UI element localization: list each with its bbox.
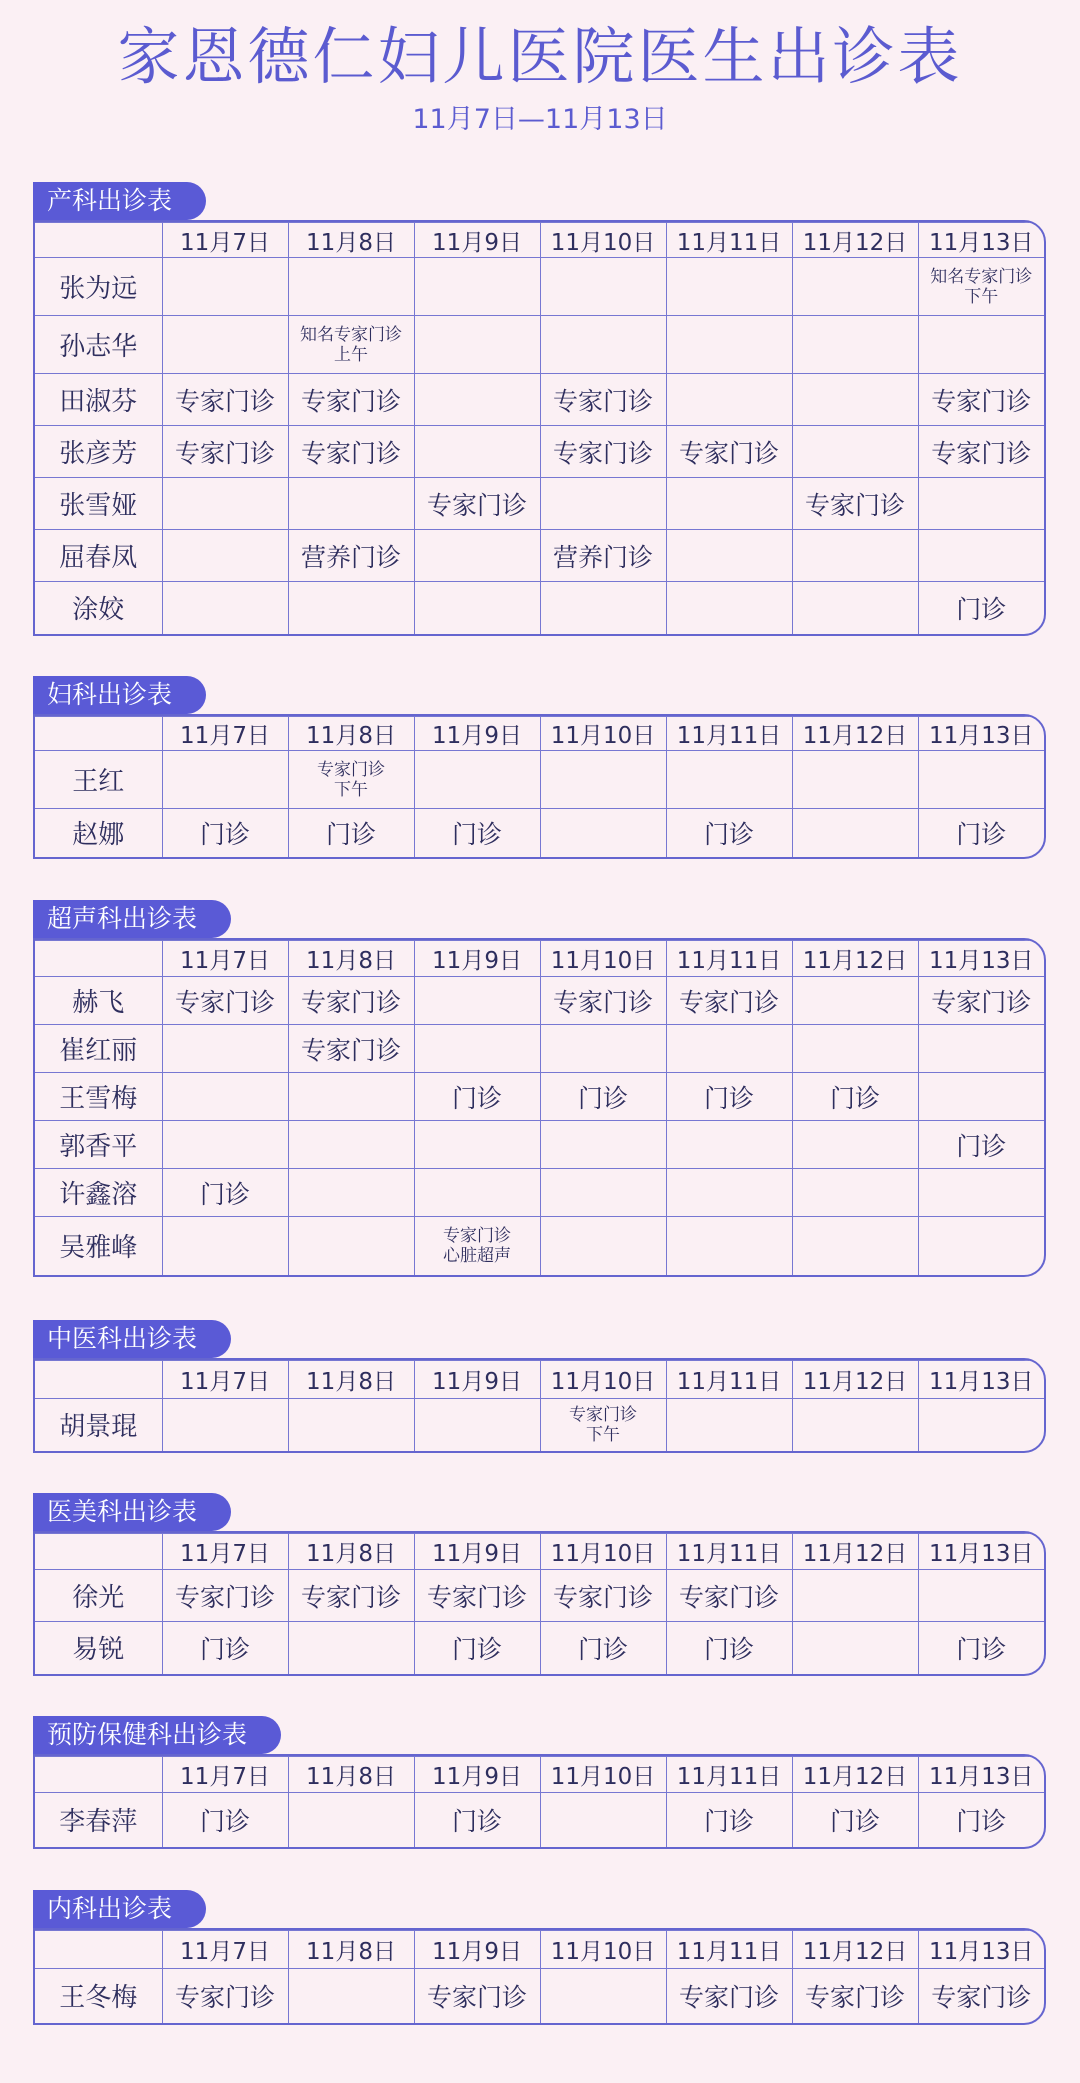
schedule-cell: 专家门诊 bbox=[918, 977, 1044, 1025]
date-header: 11月11日 bbox=[666, 1757, 792, 1793]
schedule-cell: 专家门诊 bbox=[918, 1969, 1044, 2023]
schedule-cell bbox=[288, 1969, 414, 2023]
table-header-row bbox=[35, 223, 1044, 258]
date-header: 11月13日 bbox=[918, 1361, 1044, 1399]
schedule-cell: 门诊 bbox=[666, 1073, 792, 1121]
schedule-cell bbox=[792, 1570, 918, 1622]
date-header: 11月11日 bbox=[666, 1931, 792, 1969]
schedule-cell bbox=[414, 426, 540, 478]
schedule-cell bbox=[162, 1073, 288, 1121]
doctor-name: 王雪梅 bbox=[35, 1073, 162, 1121]
schedule-cell: 专家门诊 下午 bbox=[288, 751, 414, 809]
date-header: 11月7日 bbox=[162, 1931, 288, 1969]
doctor-name: 徐光 bbox=[35, 1570, 162, 1622]
doctor-name: 李春萍 bbox=[35, 1793, 162, 1847]
date-header: 11月10日 bbox=[540, 1361, 666, 1399]
schedule-cell bbox=[792, 1121, 918, 1169]
schedule-cell: 专家门诊 bbox=[666, 1570, 792, 1622]
schedule-cell bbox=[792, 809, 918, 857]
date-header: 11月7日 bbox=[162, 1534, 288, 1570]
schedule-cell: 专家门诊 bbox=[288, 374, 414, 426]
date-header: 11月10日 bbox=[540, 941, 666, 977]
schedule-cell bbox=[666, 1217, 792, 1275]
schedule-cell bbox=[918, 478, 1044, 530]
date-header: 11月7日 bbox=[162, 1757, 288, 1793]
schedule-cell: 专家门诊 bbox=[414, 1969, 540, 2023]
header-corner bbox=[35, 1757, 162, 1793]
date-header: 11月8日 bbox=[288, 1361, 414, 1399]
date-header: 11月8日 bbox=[288, 941, 414, 977]
schedule-cell bbox=[792, 977, 918, 1025]
schedule-cell: 门诊 bbox=[666, 809, 792, 857]
schedule-cell bbox=[288, 1169, 414, 1217]
schedule-table bbox=[33, 220, 1046, 636]
schedule-cell bbox=[792, 1399, 918, 1451]
section-label: 内科出诊表 bbox=[33, 1890, 206, 1928]
schedule-cell bbox=[288, 1073, 414, 1121]
schedule-cell: 专家门诊 心脏超声 bbox=[414, 1217, 540, 1275]
doctor-name: 屈春凤 bbox=[35, 530, 162, 582]
schedule-cell bbox=[792, 1025, 918, 1073]
schedule-cell bbox=[918, 1217, 1044, 1275]
date-header: 11月9日 bbox=[414, 223, 540, 258]
header-corner bbox=[35, 717, 162, 751]
date-header: 11月12日 bbox=[792, 1534, 918, 1570]
header-corner bbox=[35, 223, 162, 258]
doctor-name: 许鑫溶 bbox=[35, 1169, 162, 1217]
schedule-cell bbox=[666, 258, 792, 316]
schedule-cell bbox=[162, 1025, 288, 1073]
schedule-cell bbox=[414, 1025, 540, 1073]
schedule-cell bbox=[162, 1399, 288, 1451]
doctor-name: 赫飞 bbox=[35, 977, 162, 1025]
table-row bbox=[35, 1969, 1044, 2023]
schedule-cell bbox=[162, 530, 288, 582]
schedule-cell: 营养门诊 bbox=[288, 530, 414, 582]
doctor-name: 涂姣 bbox=[35, 582, 162, 634]
schedule-cell bbox=[162, 1217, 288, 1275]
schedule-cell: 专家门诊 bbox=[288, 426, 414, 478]
schedule-table bbox=[33, 714, 1046, 859]
date-range: 11月7日—11月13日 bbox=[412, 104, 668, 135]
schedule-cell bbox=[792, 258, 918, 316]
schedule-cell bbox=[918, 751, 1044, 809]
schedule-cell bbox=[918, 1073, 1044, 1121]
schedule-cell: 门诊 bbox=[414, 1073, 540, 1121]
schedule-cell bbox=[288, 1622, 414, 1674]
date-header: 11月8日 bbox=[288, 223, 414, 258]
schedule-cell bbox=[162, 1121, 288, 1169]
table-header-row bbox=[35, 1757, 1044, 1793]
section-label: 超声科出诊表 bbox=[33, 900, 231, 938]
schedule-cell: 专家门诊 bbox=[792, 1969, 918, 2023]
schedule-cell bbox=[414, 582, 540, 634]
date-header: 11月12日 bbox=[792, 941, 918, 977]
schedule-cell bbox=[666, 374, 792, 426]
date-header: 11月12日 bbox=[792, 1757, 918, 1793]
schedule-cell bbox=[666, 1169, 792, 1217]
schedule-cell: 专家门诊 bbox=[288, 1025, 414, 1073]
doctor-name: 孙志华 bbox=[35, 316, 162, 374]
schedule-cell bbox=[792, 751, 918, 809]
schedule-table bbox=[33, 1754, 1046, 1849]
schedule-cell bbox=[540, 1121, 666, 1169]
doctor-name: 田淑芬 bbox=[35, 374, 162, 426]
date-header: 11月10日 bbox=[540, 1931, 666, 1969]
schedule-cell: 门诊 bbox=[414, 1793, 540, 1847]
date-header: 11月9日 bbox=[414, 1534, 540, 1570]
schedule-cell bbox=[666, 530, 792, 582]
schedule-cell: 专家门诊 bbox=[918, 426, 1044, 478]
schedule-cell bbox=[918, 530, 1044, 582]
doctor-name: 张雪娅 bbox=[35, 478, 162, 530]
schedule-cell: 门诊 bbox=[666, 1793, 792, 1847]
schedule-cell: 门诊 bbox=[666, 1622, 792, 1674]
table-header-row bbox=[35, 1931, 1044, 1969]
schedule-cell: 专家门诊 bbox=[162, 374, 288, 426]
schedule-cell bbox=[540, 809, 666, 857]
schedule-cell bbox=[666, 1399, 792, 1451]
schedule-cell: 专家门诊 bbox=[288, 1570, 414, 1622]
date-header: 11月10日 bbox=[540, 1757, 666, 1793]
schedule-cell bbox=[666, 751, 792, 809]
schedule-cell: 专家门诊 bbox=[540, 426, 666, 478]
schedule-cell: 专家门诊 bbox=[540, 1570, 666, 1622]
schedule-cell: 门诊 bbox=[162, 1622, 288, 1674]
schedule-cell: 知名专家门诊 上午 bbox=[288, 316, 414, 374]
date-header: 11月8日 bbox=[288, 1534, 414, 1570]
date-header: 11月8日 bbox=[288, 1931, 414, 1969]
header-corner bbox=[35, 941, 162, 977]
schedule-cell: 门诊 bbox=[918, 1622, 1044, 1674]
schedule-cell bbox=[918, 316, 1044, 374]
schedule-cell bbox=[414, 1169, 540, 1217]
schedule-cell: 知名专家门诊 下午 bbox=[918, 258, 1044, 316]
schedule-cell bbox=[666, 316, 792, 374]
schedule-table bbox=[33, 1928, 1046, 2025]
date-header: 11月12日 bbox=[792, 1931, 918, 1969]
table-row bbox=[35, 1217, 1044, 1275]
schedule-cell bbox=[288, 1399, 414, 1451]
date-header: 11月11日 bbox=[666, 717, 792, 751]
table-row bbox=[35, 1121, 1044, 1169]
section-label: 预防保健科出诊表 bbox=[33, 1716, 281, 1754]
schedule-cell: 门诊 bbox=[414, 1622, 540, 1674]
date-header: 11月12日 bbox=[792, 223, 918, 258]
table-row bbox=[35, 809, 1044, 857]
schedule-cell bbox=[540, 1969, 666, 2023]
date-header: 11月13日 bbox=[918, 941, 1044, 977]
date-header: 11月8日 bbox=[288, 717, 414, 751]
table-row bbox=[35, 1622, 1044, 1674]
schedule-cell bbox=[918, 1169, 1044, 1217]
schedule-cell bbox=[414, 316, 540, 374]
schedule-cell bbox=[414, 530, 540, 582]
schedule-cell: 专家门诊 bbox=[792, 478, 918, 530]
schedule-cell bbox=[162, 316, 288, 374]
schedule-cell bbox=[288, 1217, 414, 1275]
schedule-cell: 门诊 bbox=[540, 1073, 666, 1121]
doctor-name: 胡景琨 bbox=[35, 1399, 162, 1451]
table-row bbox=[35, 977, 1044, 1025]
doctor-name: 王红 bbox=[35, 751, 162, 809]
date-header: 11月10日 bbox=[540, 223, 666, 258]
schedule-cell bbox=[540, 1793, 666, 1847]
schedule-cell bbox=[540, 1025, 666, 1073]
section-label: 产科出诊表 bbox=[33, 182, 206, 220]
schedule-cell: 专家门诊 下午 bbox=[540, 1399, 666, 1451]
header-corner bbox=[35, 1931, 162, 1969]
table-row bbox=[35, 1073, 1044, 1121]
schedule-cell bbox=[162, 751, 288, 809]
schedule-cell bbox=[918, 1025, 1044, 1073]
schedule-cell: 门诊 bbox=[792, 1793, 918, 1847]
schedule-cell bbox=[540, 751, 666, 809]
header-corner bbox=[35, 1534, 162, 1570]
schedule-cell: 门诊 bbox=[162, 1169, 288, 1217]
doctor-name: 吴雅峰 bbox=[35, 1217, 162, 1275]
date-header: 11月9日 bbox=[414, 1931, 540, 1969]
date-header: 11月13日 bbox=[918, 1534, 1044, 1570]
date-header: 11月7日 bbox=[162, 941, 288, 977]
schedule-cell bbox=[162, 258, 288, 316]
schedule-cell: 专家门诊 bbox=[540, 374, 666, 426]
schedule-cell: 专家门诊 bbox=[666, 426, 792, 478]
schedule-cell bbox=[792, 1169, 918, 1217]
schedule-cell: 专家门诊 bbox=[162, 1570, 288, 1622]
table-header-row bbox=[35, 1534, 1044, 1570]
schedule-cell: 门诊 bbox=[162, 809, 288, 857]
schedule-cell bbox=[540, 1217, 666, 1275]
table-row bbox=[35, 374, 1044, 426]
schedule-cell: 营养门诊 bbox=[540, 530, 666, 582]
date-header: 11月8日 bbox=[288, 1757, 414, 1793]
section-label: 中医科出诊表 bbox=[33, 1320, 231, 1358]
schedule-cell bbox=[792, 374, 918, 426]
schedule-cell bbox=[288, 1121, 414, 1169]
date-header: 11月7日 bbox=[162, 223, 288, 258]
date-header: 11月10日 bbox=[540, 1534, 666, 1570]
date-header: 11月12日 bbox=[792, 1361, 918, 1399]
schedule-cell bbox=[162, 478, 288, 530]
date-header: 11月10日 bbox=[540, 717, 666, 751]
doctor-name: 张为远 bbox=[35, 258, 162, 316]
schedule-table bbox=[33, 1358, 1046, 1453]
schedule-cell: 专家门诊 bbox=[162, 426, 288, 478]
schedule-cell: 专家门诊 bbox=[414, 1570, 540, 1622]
schedule-cell bbox=[792, 316, 918, 374]
date-header: 11月11日 bbox=[666, 1534, 792, 1570]
schedule-cell: 门诊 bbox=[540, 1622, 666, 1674]
date-header: 11月9日 bbox=[414, 717, 540, 751]
schedule-cell bbox=[918, 1399, 1044, 1451]
doctor-name: 郭香平 bbox=[35, 1121, 162, 1169]
schedule-cell bbox=[414, 1399, 540, 1451]
schedule-cell bbox=[288, 582, 414, 634]
schedule-cell bbox=[414, 977, 540, 1025]
schedule-cell: 专家门诊 bbox=[288, 977, 414, 1025]
schedule-cell bbox=[414, 1121, 540, 1169]
table-row bbox=[35, 751, 1044, 809]
schedule-cell bbox=[792, 426, 918, 478]
schedule-cell bbox=[540, 258, 666, 316]
schedule-table bbox=[33, 1531, 1046, 1676]
schedule-cell: 专家门诊 bbox=[162, 1969, 288, 2023]
table-header-row bbox=[35, 941, 1044, 977]
table-row bbox=[35, 426, 1044, 478]
date-header: 11月11日 bbox=[666, 223, 792, 258]
schedule-cell: 门诊 bbox=[918, 1121, 1044, 1169]
doctor-name: 张彦芳 bbox=[35, 426, 162, 478]
schedule-cell: 专家门诊 bbox=[666, 1969, 792, 2023]
schedule-cell bbox=[792, 530, 918, 582]
schedule-cell: 专家门诊 bbox=[162, 977, 288, 1025]
schedule-cell bbox=[288, 478, 414, 530]
table-row bbox=[35, 1793, 1044, 1847]
schedule-cell bbox=[540, 316, 666, 374]
date-header: 11月7日 bbox=[162, 1361, 288, 1399]
section-label: 医美科出诊表 bbox=[33, 1493, 231, 1531]
schedule-cell: 专家门诊 bbox=[540, 977, 666, 1025]
date-header: 11月13日 bbox=[918, 1757, 1044, 1793]
table-row bbox=[35, 1169, 1044, 1217]
schedule-cell bbox=[792, 1217, 918, 1275]
schedule-cell: 门诊 bbox=[414, 809, 540, 857]
schedule-cell bbox=[540, 582, 666, 634]
schedule-cell: 专家门诊 bbox=[414, 478, 540, 530]
doctor-name: 赵娜 bbox=[35, 809, 162, 857]
date-header: 11月12日 bbox=[792, 717, 918, 751]
page-title: 家恩德仁妇儿医院医生出诊表 bbox=[117, 20, 963, 93]
doctor-name: 易锐 bbox=[35, 1622, 162, 1674]
schedule-cell: 门诊 bbox=[792, 1073, 918, 1121]
doctor-name: 崔红丽 bbox=[35, 1025, 162, 1073]
table-row bbox=[35, 316, 1044, 374]
schedule-cell bbox=[666, 1121, 792, 1169]
date-header: 11月11日 bbox=[666, 941, 792, 977]
schedule-cell: 门诊 bbox=[918, 1793, 1044, 1847]
date-header: 11月13日 bbox=[918, 1931, 1044, 1969]
table-row bbox=[35, 1570, 1044, 1622]
schedule-cell bbox=[918, 1570, 1044, 1622]
section-label: 妇科出诊表 bbox=[33, 676, 206, 714]
date-header: 11月9日 bbox=[414, 1361, 540, 1399]
table-row bbox=[35, 1025, 1044, 1073]
schedule-cell bbox=[792, 1622, 918, 1674]
schedule-cell bbox=[288, 1793, 414, 1847]
schedule-cell bbox=[666, 478, 792, 530]
schedule-cell bbox=[666, 582, 792, 634]
schedule-cell bbox=[792, 582, 918, 634]
schedule-cell bbox=[414, 751, 540, 809]
schedule-cell bbox=[162, 582, 288, 634]
date-header: 11月9日 bbox=[414, 1757, 540, 1793]
date-header: 11月13日 bbox=[918, 223, 1044, 258]
table-row bbox=[35, 258, 1044, 316]
schedule-cell bbox=[288, 258, 414, 316]
table-header-row bbox=[35, 1361, 1044, 1399]
schedule-cell: 门诊 bbox=[288, 809, 414, 857]
schedule-cell bbox=[414, 374, 540, 426]
table-row bbox=[35, 530, 1044, 582]
schedule-cell: 门诊 bbox=[918, 582, 1044, 634]
date-header: 11月11日 bbox=[666, 1361, 792, 1399]
doctor-name: 王冬梅 bbox=[35, 1969, 162, 2023]
date-header: 11月9日 bbox=[414, 941, 540, 977]
table-row bbox=[35, 478, 1044, 530]
date-header: 11月7日 bbox=[162, 717, 288, 751]
schedule-cell bbox=[414, 258, 540, 316]
schedule-cell: 门诊 bbox=[162, 1793, 288, 1847]
schedule-cell: 专家门诊 bbox=[666, 977, 792, 1025]
schedule-cell bbox=[540, 1169, 666, 1217]
table-row bbox=[35, 1399, 1044, 1451]
table-header-row bbox=[35, 717, 1044, 751]
schedule-cell: 门诊 bbox=[918, 809, 1044, 857]
table-row bbox=[35, 582, 1044, 634]
header-corner bbox=[35, 1361, 162, 1399]
date-header: 11月13日 bbox=[918, 717, 1044, 751]
schedule-table bbox=[33, 938, 1046, 1277]
schedule-cell bbox=[540, 478, 666, 530]
schedule-cell: 专家门诊 bbox=[918, 374, 1044, 426]
schedule-cell bbox=[666, 1025, 792, 1073]
